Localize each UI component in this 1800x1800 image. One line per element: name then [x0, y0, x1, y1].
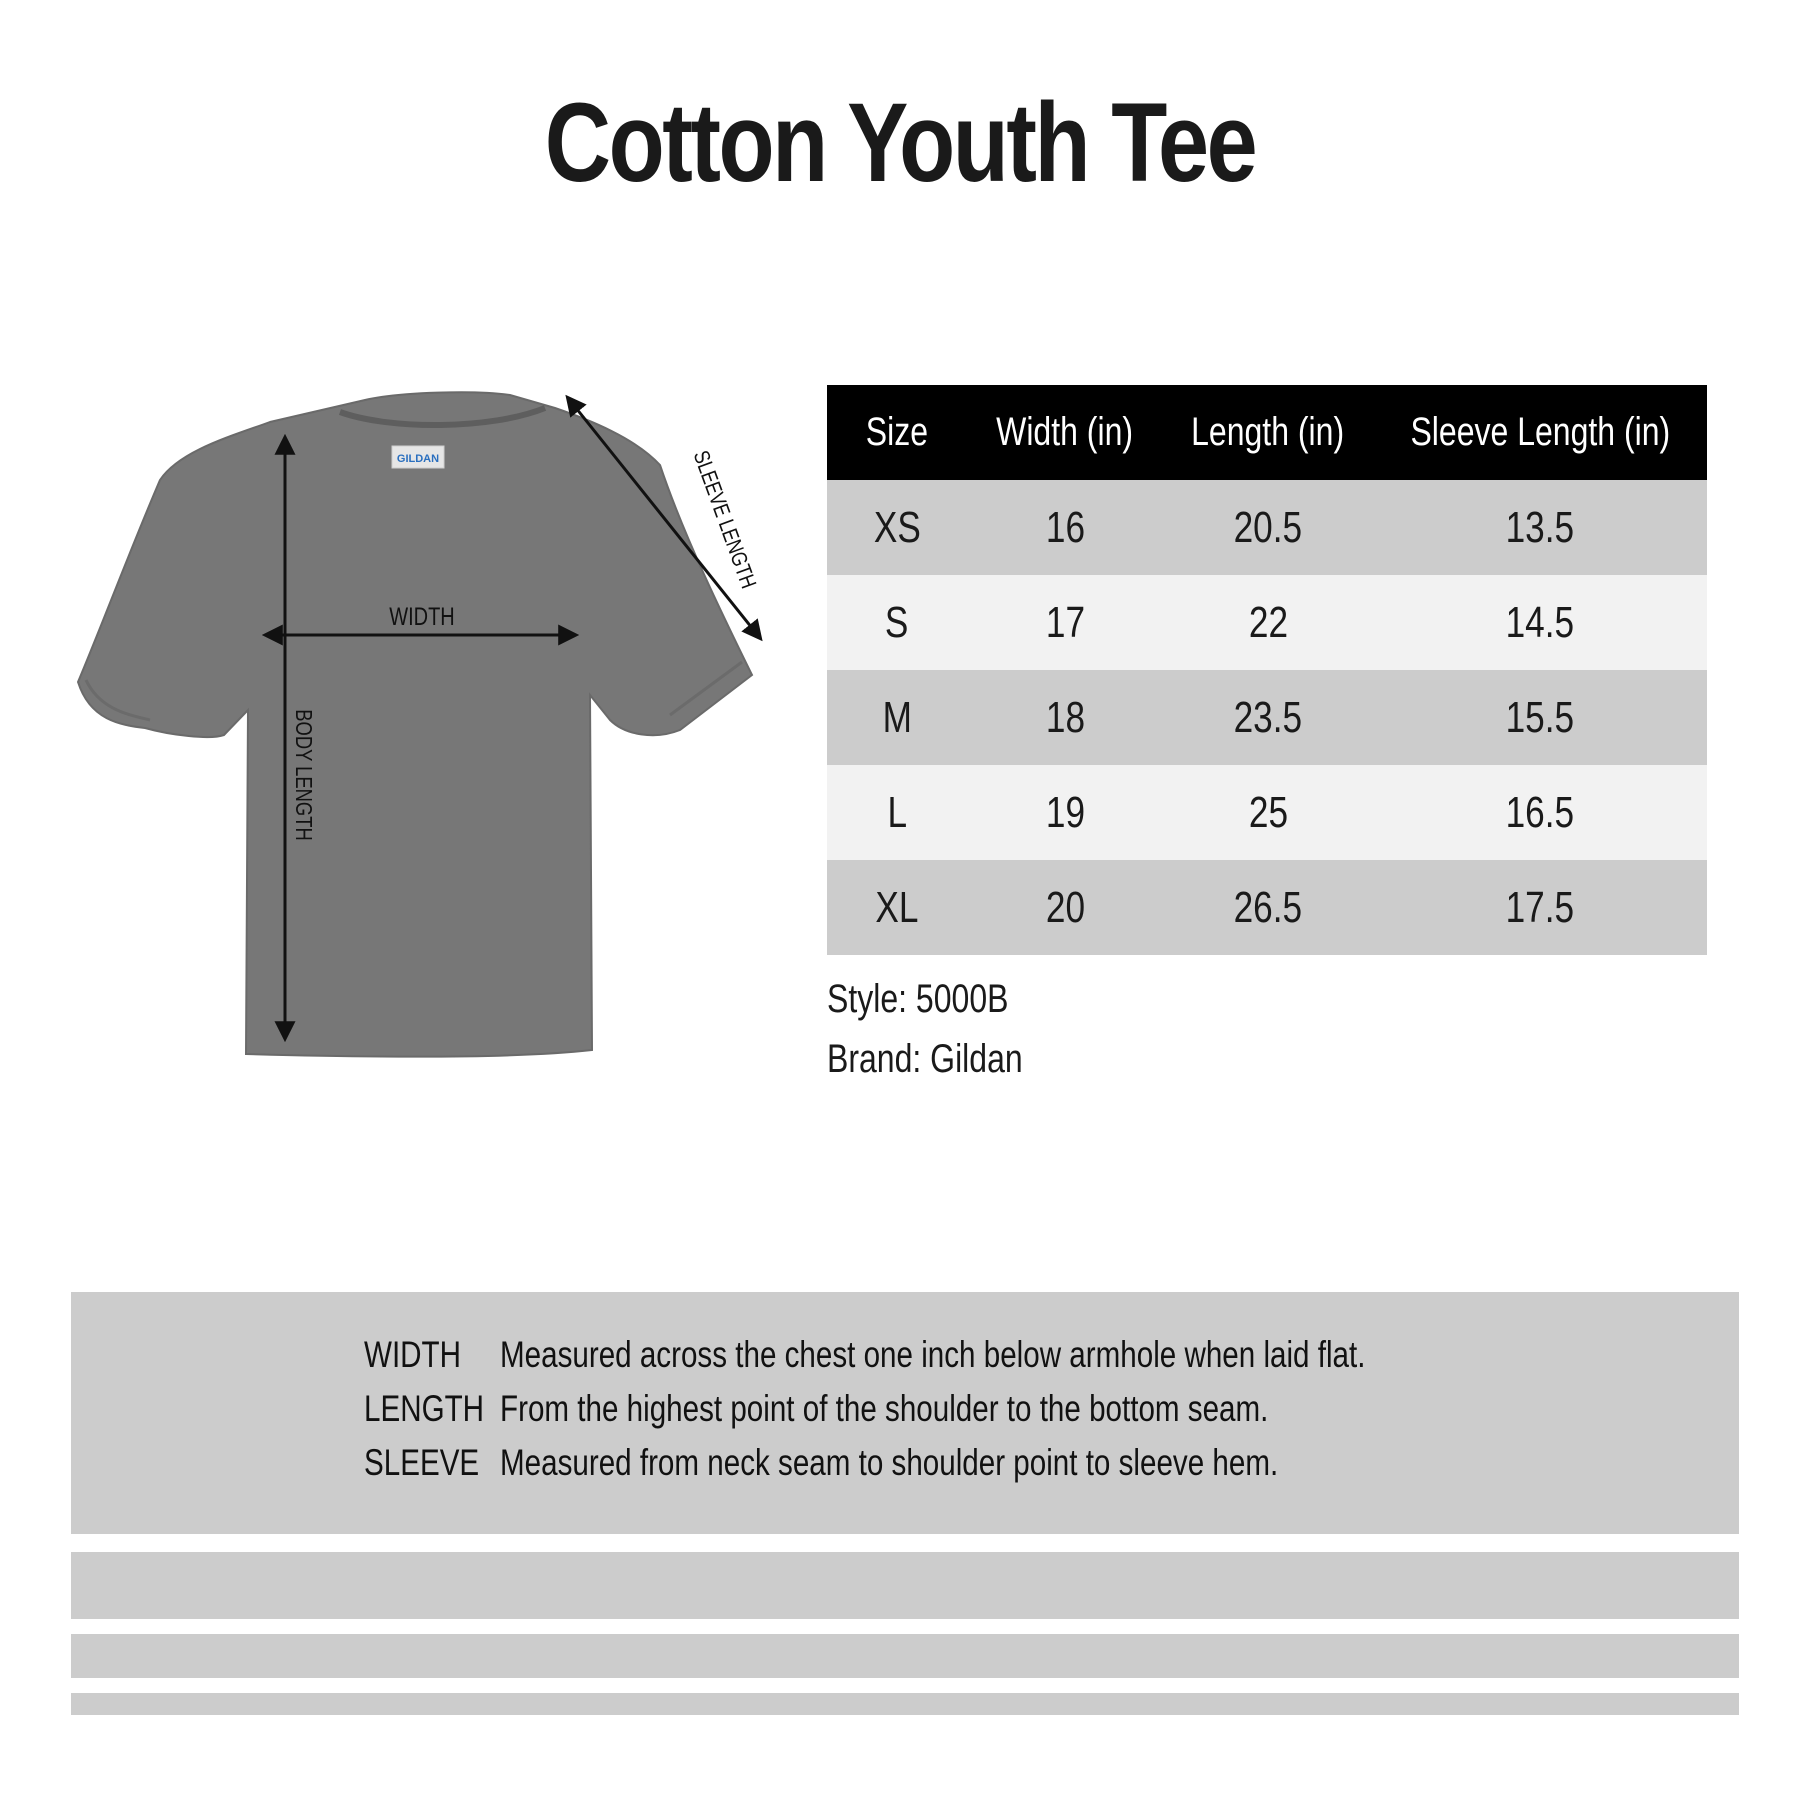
neck-tag-text: GILDAN [396, 453, 440, 465]
table-row [827, 670, 1707, 765]
header-width: Width (in) [996, 410, 1134, 454]
table-row [827, 480, 1707, 575]
table-row [827, 765, 1707, 860]
cell-length: 23.5 [1233, 692, 1303, 742]
cell-length: 22 [1248, 597, 1288, 647]
cell-sleeve: 15.5 [1505, 692, 1575, 742]
header-size: Size [865, 410, 929, 454]
definition-text: Measured from neck seam to shoulder point to sleeve hem. [500, 1442, 1279, 1483]
style-line: Style: 5000B [827, 977, 1009, 1021]
cell-sleeve: 16.5 [1505, 787, 1575, 837]
header-sleeve-length: Sleeve Length (in) [1410, 410, 1670, 454]
cell-width: 19 [1045, 787, 1085, 837]
cell-size: S [885, 597, 909, 647]
cell-length: 26.5 [1233, 882, 1303, 932]
cell-width: 20 [1045, 882, 1085, 932]
cell-width: 16 [1045, 502, 1085, 552]
decorative-band [71, 1552, 1739, 1619]
definition-text: From the highest point of the shoulder to the bottom seam. [500, 1388, 1269, 1429]
cell-size: XS [873, 502, 921, 552]
body-length-label: BODY LENGTH [290, 709, 316, 841]
definition-term: WIDTH [364, 1334, 461, 1375]
decorative-band [71, 1693, 1739, 1715]
cell-size: M [882, 692, 912, 742]
decorative-band [71, 1634, 1739, 1678]
table-row [827, 860, 1707, 955]
cell-length: 25 [1248, 787, 1288, 837]
cell-sleeve: 14.5 [1505, 597, 1575, 647]
sleeve-length-label: SLEEVE LENGTH [688, 447, 761, 592]
cell-sleeve: 13.5 [1505, 502, 1575, 552]
cell-width: 17 [1045, 597, 1085, 647]
definition-term: LENGTH [364, 1388, 485, 1429]
cell-size: XL [875, 882, 919, 932]
table-row [827, 575, 1707, 670]
definition-text: Measured across the chest one inch below armhole when laid flat. [500, 1334, 1366, 1375]
tee-shape [78, 392, 752, 1056]
cell-length: 20.5 [1233, 502, 1303, 552]
cell-sleeve: 17.5 [1505, 882, 1575, 932]
page-title: Cotton Youth Tee [544, 80, 1256, 205]
definition-term: SLEEVE [364, 1442, 480, 1483]
cell-width: 18 [1045, 692, 1085, 742]
brand-line: Brand: Gildan [827, 1037, 1023, 1081]
tee-diagram [70, 390, 790, 1070]
tee-illustration [70, 390, 790, 1070]
header-length: Length (in) [1191, 410, 1345, 454]
size-chart-table [827, 385, 1707, 955]
cell-size: L [887, 787, 907, 837]
measurement-definitions [71, 1292, 1739, 1534]
width-label: WIDTH [389, 602, 455, 631]
table-header-row [827, 385, 1707, 480]
